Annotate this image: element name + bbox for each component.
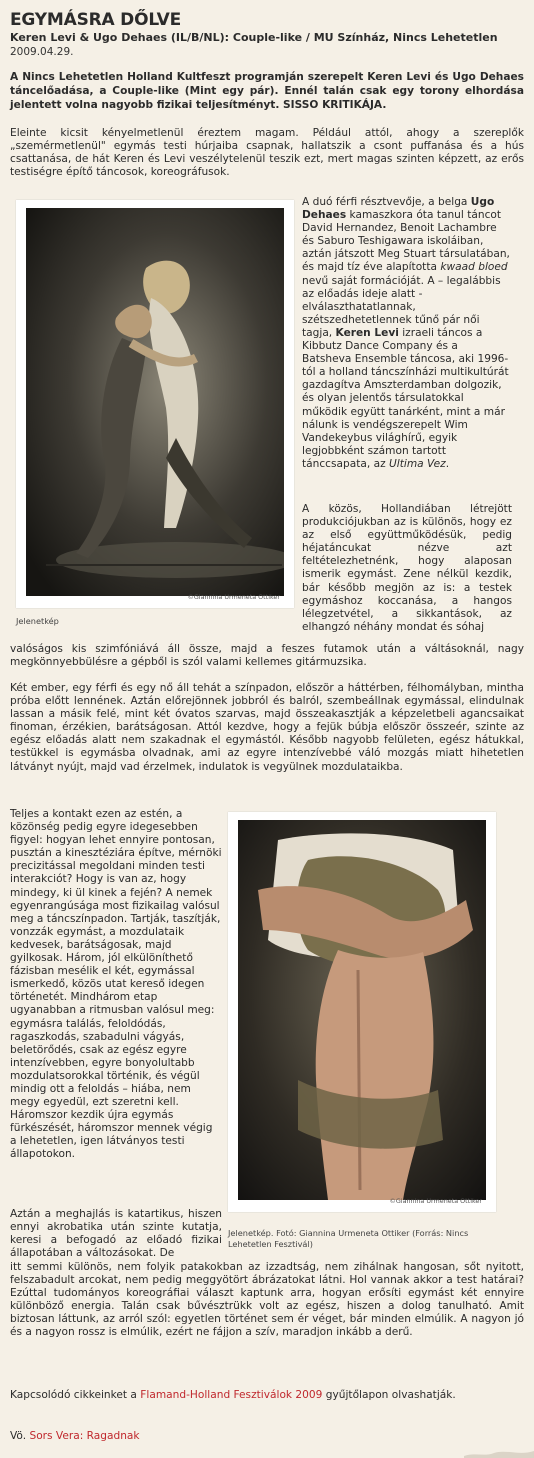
p2-name-keren: Keren Levi: [335, 326, 399, 339]
p2-kwaad-bloed: kwaad bloed: [440, 261, 508, 274]
scene-photo-1: [16, 200, 294, 608]
related-articles-line: [10, 1389, 524, 1402]
paragraph-1: Eleinte kicsit kényelmetlenül éreztem magam. Például attól, ahogy a szereplők „szemérmetlenül" egymás testi húrjaiba csapnak, hallatszik a csont puffanása és a hús csattanása, de hát Keren és Levi veszélytelenül teszik ezt, mert magas szinten képzett, az erős testiségre építő táncosok, koreográfusok.: [10, 127, 524, 179]
article-date: 2009.04.29.: [10, 46, 74, 58]
paragraph-6b: itt semmi különös, nem folyik patakokban az izzadtság, nem zihálnak hangosan, sőt nyitott, felszabadult arcokat, nem pedig meggyötört ábrázatokat látni. Hol vannak akkor a test határai? Ezúttal tudományos koreográfiai választ kaptunk arra, hogyan erősíti egymást két ennyire különböző energia. Talán csak bűvésztrükk volt az egész, hiszen a dolog tanulható. Amit biztosan láttunk, az arról szól: egyetlen történet sem ér véget, bár minden elmúlik. A nagyon jó és a nagyon rossz is elmúlik, ezért ne fájjon a szív, maradjon inkább a derű.: [10, 1261, 524, 1339]
related-text-post: gyűjtőlapon olvashatják.: [322, 1389, 456, 1401]
p2-text-2: kamaszkora óta tanul táncot David Hernandez, Benoit Lachambre és Saburo Teshigawara iskoláiban, aztán játszott Meg Stuart társulatában, és majd tíz éve alapította: [302, 209, 510, 274]
article-title: EGYMÁSRA DŐLVE: [10, 10, 182, 30]
photo-2-caption: Jelenetkép. Fotó: Giannina Urmeneta Ottiker (Forrás: Nincs Lehetetlen Fesztivál): [228, 1228, 469, 1249]
photo-1-caption: Jelenetkép: [16, 616, 59, 626]
paragraph-6a: Aztán a meghajlás is katartikus, hiszen ennyi akrobatika után szinte kutatja, keresi a befogadó az előadó fizikai állapotában a változásokat. De: [10, 1208, 222, 1260]
p2-ultima-vez: Ultima Vez: [389, 457, 446, 470]
p2-text-5: .: [445, 457, 450, 470]
paragraph-3a: A közös, Hollandiában létrejött produkciójukban az is különös, hogy ez az első együttműködésük, pedig héjatáncukat nézve azt feltételezhetnénk, hogy alaposan ismerik egymást. Zene nélkül kezdik, bár később megjön az is: a testek egymáshoz koccanása, a hangos lélegzetvétel, a sikkantások, az elhangzó néhány mondat és sóhaj: [302, 503, 512, 633]
see-also-line: [10, 1430, 524, 1443]
paragraph-2: [302, 196, 510, 471]
p2-name-ugo: Ugo Dehaes: [302, 196, 495, 222]
article-lead: A Nincs Lehetetlen Holland Kultfeszt programján szerepelt Keren Levi és Ugo Dehaes táncelőadása, a Couple-like (Mint egy pár). Ennél talán csak egy torony elhordása jelentett volna nagyobb fizikai teljesítményt. SISSO KRITIKÁJA.: [10, 71, 524, 111]
scene-photo-2: [228, 812, 496, 1212]
see-also-prefix: Vö.: [10, 1430, 30, 1442]
article-subtitle: Keren Levi & Ugo Dehaes (IL/B/NL): Couple-like / MU Színház, Nincs Lehetetlen: [10, 31, 498, 44]
related-text-pre: Kapcsolódó cikkeinket a: [10, 1389, 141, 1401]
p2-text-3: nevű saját formációját. A – legalábbis az előadás ideje alatt - elválaszthatatlannak, szétszedhetetlennek tűnő pár női tagja,: [302, 274, 501, 339]
paragraph-5: Teljes a kontakt ezen az estén, a közönség pedig egyre idegesebben figyel: hogyan lehet ennyire pontosan, pusztán a kinesztéziára építve, mérnöki precizitással megoldani minden testi interakciót? Hogy is van az, hogy mindegy, ki ül kinek a fején? A nemek egyenrangúsága most fizikailag valósul meg a táncszínpadon. Tartják, taszítják, vonzzák egymást, a mozdulataik kedvesek, barátságosak, majd gyilkosak. Három, jól elkülöníthető fázisban mesélik el két, egymással ismerkedő, közös utat kereső idegen történetét. Mindhárom etap ugyanabban a ritmusban valósul meg: egymásra találás, feloldódás, ragaszkodás, szabadulni vágyás, beletörődés, csak az egész egyre intenzívebben, egyre bonyolultabb mozdulatsorokkal történik, és végül mindig ott a feloldás – hiába, nem megy egyedül, ezt szeretni kell. Háromszor kezdik újra egymás fürkészését, háromszor mennek végig a lehetetlen, igen látványos testi állapotokon.: [10, 808, 222, 1161]
dancers-leaning-image: [26, 208, 284, 596]
photo-1-credit: ©Giannina Urmeneta Ottiker: [187, 592, 280, 601]
photo-2-credit: ©Giannina Urmeneta Ottiker: [389, 1196, 482, 1205]
paragraph-3b: valóságos kis szimfóniává áll össze, majd a feszes futamok után a váltásoknál, nagy megkönnyebbülésre a gépből is szól valami kellemes gitármuzsika.: [10, 643, 524, 669]
p2-text-1: A duó férfi résztvevője, a belga: [302, 196, 471, 208]
paragraph-4: Két ember, egy férfi és egy nő áll tehát a színpadon, először a háttérben, félhomályban, mintha próba előtt lennének. Aztán előrejönnek jobbról és balról, szembeállnak egymással, elindulnak lassan a másik felé, mint két óvatos szarvas, majd összeakasztják a képzeletbeli agancsaikat finoman, érzékien, barátságosan. Attól kezdve, hogy a fejük búbja először összeér, szinte az egész előadás alatt nem szakadnak el egymástól. Később nagyobb felületen, egész hátukkal, testükkel is egymásba olvadnak, ami az egyre intenzívebbé váló mozgás miatt hihetetlen látványt nyújt, majd vad érzelmek, indulatok is vegyülnek mozdulataikba.: [10, 682, 524, 773]
festival-2009-link[interactable]: Flamand-Holland Fesztiválok 2009: [140, 1389, 323, 1401]
sors-vera-ragadnak-link[interactable]: Sors Vera: Ragadnak: [29, 1430, 140, 1442]
dancers-embrace-image: [238, 820, 486, 1200]
page-cutoff-edge: [464, 1448, 534, 1458]
p2-text-4: izraeli táncos a Kibbutz Dance Company és a Batsheva Ensemble táncosa, aki 1996-tól a holland táncszínházi multikultúrát gazdagítva Amszterdamban dolgozik, és olyan jelentős társulatokkal működik együtt tanárként, mint a már nálunk is vendégszerepelt Wim Vandekeybus világhírű, egyik legjobbként számon tartott tánccsapata, az: [302, 326, 509, 470]
